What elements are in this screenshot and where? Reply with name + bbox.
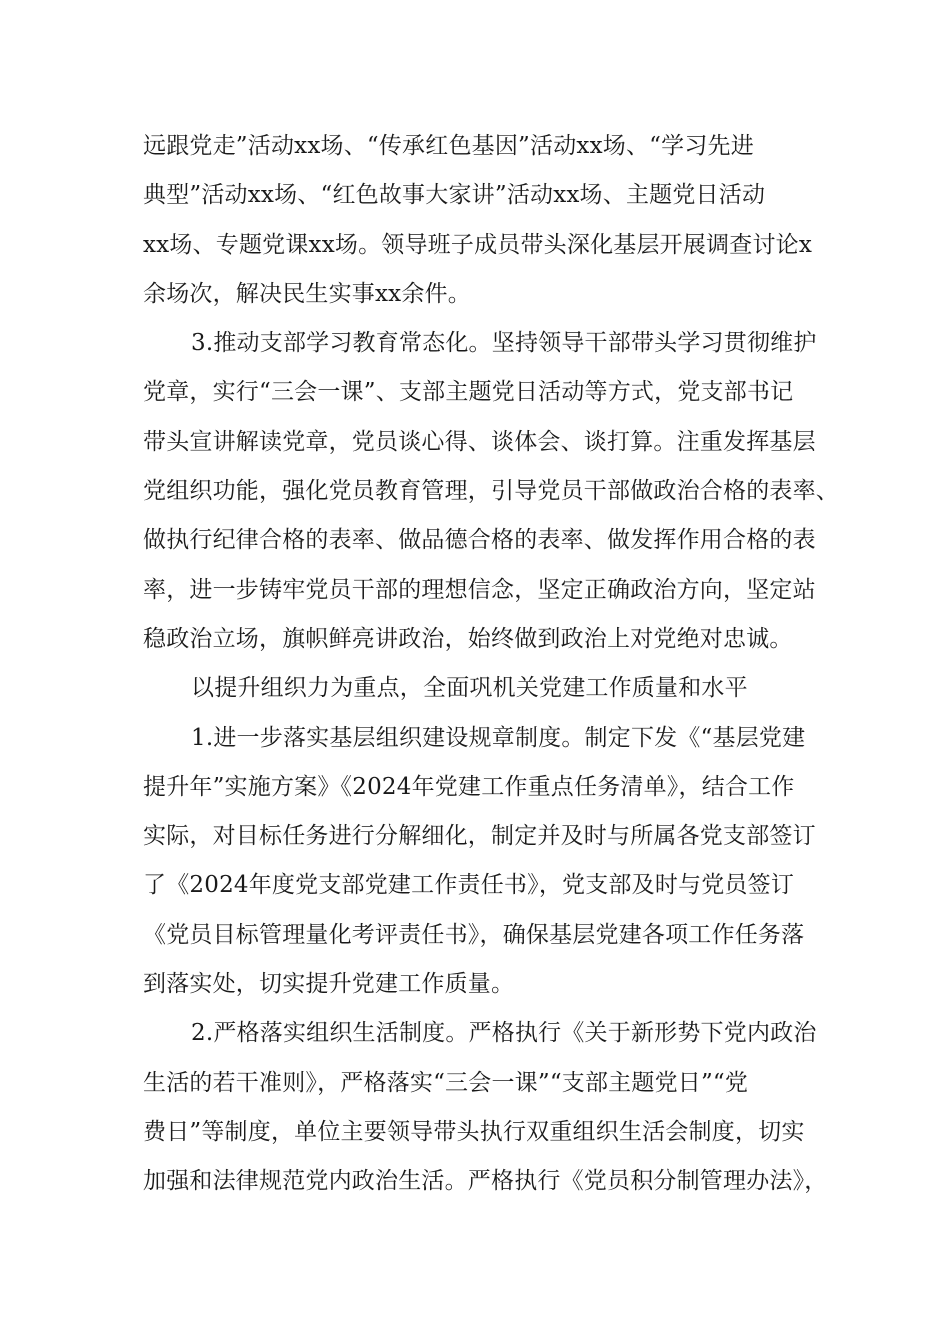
text-line: 稳政治立场，旗帜鲜亮讲政治，始终做到政治上对党绝对忠诚。 [143, 625, 793, 652]
text-line: 《党员目标管理量化考评责任书》，确保基层党建各项工作任务落 [143, 921, 805, 948]
text-line: 提升年”实施方案》《2024年党建工作重点任务清单》，结合工作 [143, 773, 795, 800]
text-line: 做执行纪律合格的表率、做品德合格的表率、做发挥作用合格的表 [143, 527, 816, 554]
text-line: 到落实处，切实提升党建工作质量。 [143, 971, 515, 998]
text-line: 费日”等制度，单位主要领导带头执行双重组织生活会制度，切实 [143, 1118, 805, 1145]
text-line: 典型”活动xx场、“红色故事大家讲”活动xx场、主题党日活动 [143, 182, 766, 209]
text-line: 党章，实行“三会一课”、支部主题党日活动等方式，党支部书记 [143, 379, 794, 406]
text-line: 1.进一步落实基层组织建设规章制度。制定下发《“基层党建 [191, 724, 806, 751]
document-body [143, 122, 839, 1207]
text-line: 2.严格落实组织生活制度。严格执行《关于新形势下党内政治 [191, 1020, 817, 1047]
text-line: xx场、专题党课xx场。领导班子成员带头深化基层开展调查讨论x [143, 231, 813, 258]
text-line: 了《2024年度党支部党建工作责任书》，党支部及时与党员签订 [143, 872, 795, 899]
text-line: 余场次，解决民生实事xx余件。 [143, 280, 471, 307]
text-line: 3.推动支部学习教育常态化。坚持领导干部带头学习贯彻维护 [191, 330, 817, 357]
text-line: 实际，对目标任务进行分解细化，制定并及时与所属各党支部签订 [143, 823, 816, 850]
text-line: 远跟党走”活动xx场、“传承红色基因”活动xx场、“学习先进 [143, 133, 754, 159]
text-line: 率，进一步铸牢党员干部的理想信念，坚定正确政治方向，坚定站 [143, 576, 816, 603]
text-line: 带头宣讲解读党章，党员谈心得、谈体会、谈打算。注重发挥基层 [143, 428, 816, 455]
text-line: 以提升组织力为重点，全面巩机关党建工作质量和水平 [191, 675, 748, 702]
text-line: 加强和法律规范党内政治生活。严格执行《党员积分制管理办法》， [143, 1168, 828, 1195]
text-line: 党组织功能，强化党员教育管理，引导党员干部做政治合格的表率、 [143, 478, 839, 505]
text-line: 生活的若干准则》，严格落实“三会一课”“支部主题党日”“党 [143, 1069, 749, 1096]
